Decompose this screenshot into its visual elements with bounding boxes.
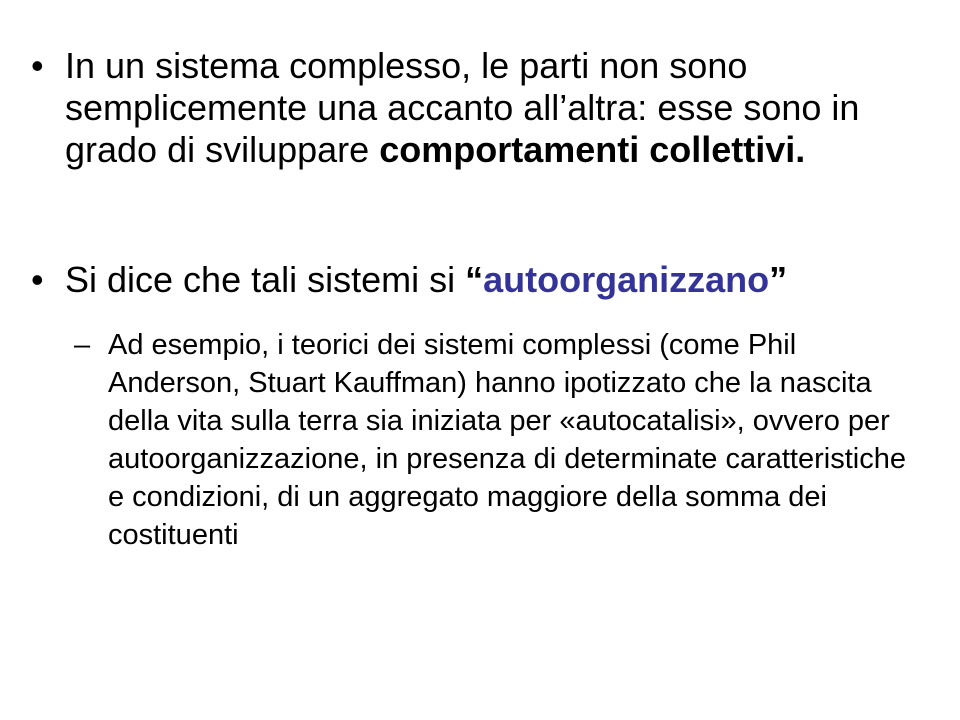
bullet-marker: •	[31, 259, 44, 300]
bullet-text-plain: Si dice che tali sistemi si	[65, 259, 466, 300]
bullet-marker: •	[31, 45, 44, 86]
bullet-text	[65, 45, 925, 171]
highlighted-term: autoorganizzano	[483, 259, 770, 300]
subbullet-text: Ad esempio, i teorici dei sistemi complessi (come Phil Anderson, Stuart Kauffman) hanno ipotizzato che la nascita della vita sulla terra sia iniziata per «autocatalisi», ovvero per autoorganizzazione, in presenza di determinate caratteristiche e condizioni, di un aggregato maggiore della somma dei costituenti	[108, 329, 906, 551]
bullet-text-plain: In un sistema complesso, le parti non sono semplicemente una accanto all’altra: esse sono in grado di sviluppare	[65, 45, 860, 170]
subbullet-marker: –	[74, 329, 91, 361]
bullet-text-bold: comportamenti collettivi.	[379, 129, 806, 170]
bullet-text	[65, 259, 925, 301]
close-quote: ”	[769, 259, 788, 300]
open-quote: “	[465, 259, 484, 300]
